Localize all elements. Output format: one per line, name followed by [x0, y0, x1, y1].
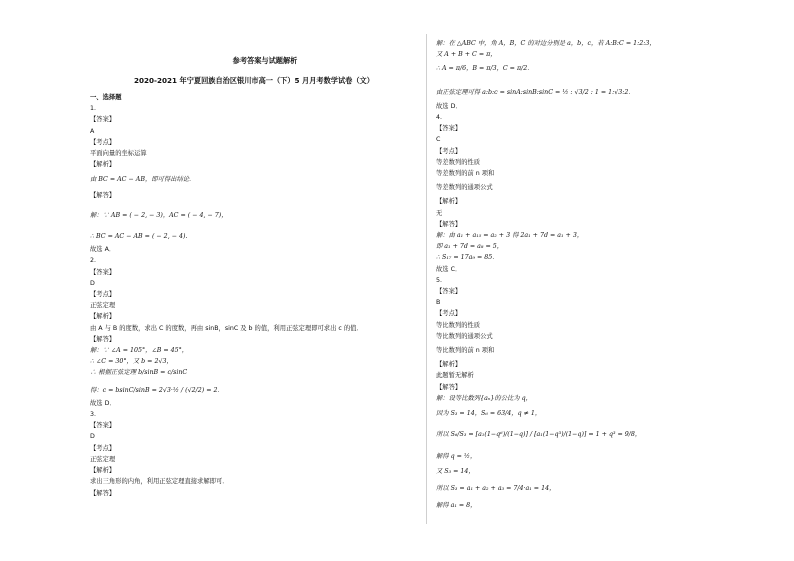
solution-text: 由正弦定理可得 a:b:c = sinA:sinB:sinC = ½ : √3/2 : 1 = 1:√3:2．: [436, 88, 635, 96]
solution-label: 【解答】: [90, 335, 116, 343]
answer-label: 【答案】: [436, 288, 462, 296]
answer-value: D: [90, 433, 95, 441]
solution-label: 【解答】: [436, 383, 462, 391]
answer-value: C: [436, 136, 441, 144]
analysis-text: 无: [436, 209, 443, 217]
topic-text: 等差数列的性质: [436, 158, 481, 166]
solution-text: 即 a₁ + 7d = a₈ = 5，: [436, 243, 504, 251]
solution-text: 所以 S₆/S₃ = [a₁(1−q⁶)/(1−q)] / [a₁(1−q³)/(1−q)] = 1 + q³ = 9/8，: [436, 431, 642, 439]
question-number: 4.: [436, 114, 443, 122]
solution-text: 解得 a₁ = 8，: [436, 502, 477, 510]
answer-label: 【答案】: [90, 116, 116, 124]
analysis-label: 【解析】: [436, 198, 462, 206]
question-number: 3.: [90, 411, 97, 419]
topic-label: 【考点】: [90, 291, 116, 299]
solution-text: 解：设等比数列{aₙ}的公比为 q，: [436, 394, 532, 402]
solution-label: 【解答】: [436, 220, 462, 228]
topic-label: 【考点】: [90, 138, 116, 146]
topic-text: 正弦定理: [90, 302, 116, 310]
solution-text: 解：∵ AB = ( − 2, − 3)，AC = ( − 4, − 7)，: [90, 211, 228, 219]
solution-text: 又 S₃ = 14，: [436, 467, 475, 475]
question-number: 1.: [90, 105, 97, 113]
topic-label: 【考点】: [436, 147, 462, 155]
analysis-text: 求出三角形的内角，利用正弦定理直接求解即可．: [90, 478, 229, 486]
solution-label: 【解答】: [90, 191, 116, 199]
conclusion-text: 故选 A．: [90, 246, 116, 254]
conclusion-text: 故选 D．: [90, 399, 116, 407]
analysis-label: 【解析】: [436, 361, 462, 369]
solution-text: 解：∵ ∠A = 105°，∠B = 45°，: [90, 347, 189, 355]
solution-text: 又 A + B + C = π，: [436, 51, 497, 59]
solution-text: 解：由 a₁ + a₁₅ = a₂ + 3 得 2a₁ + 7d = a₁ + 3，: [436, 232, 584, 240]
topic-text: 等比数列的性质: [436, 321, 481, 329]
solution-text: 因为 S₃ = 14，S₆ = 63/4，q ≠ 1，: [436, 410, 542, 418]
analysis-text: 由 BC = AC − AB，即可得出结论．: [90, 176, 196, 184]
conclusion-text: 故选 C．: [436, 265, 462, 273]
topic-text: 等差数列的前 n 项和: [436, 170, 495, 178]
topic-text: 等差数列的通项公式: [436, 184, 493, 192]
answer-label: 【答案】: [90, 422, 116, 430]
solution-text: 解：在 △ABC 中，角 A，B，C 的对边分别是 a，b，c，若 A:B:C = 1:2:3，: [436, 40, 656, 47]
question-number: 5.: [436, 276, 443, 284]
topic-text: 等比数列的前 n 项和: [436, 347, 495, 355]
solution-text: 所以 S₃ = a₁ + a₂ + a₃ = 7/4·a₁ = 14，: [436, 484, 556, 492]
solution-text: ∴ ∠C = 30°，又 b = 2√3，: [90, 358, 173, 366]
solution-text: ∴ A = π/6，B = π/3，C = π/2．: [436, 65, 534, 73]
answer-value: A: [90, 127, 95, 135]
analysis-label: 【解析】: [90, 467, 116, 475]
solution-text: ∴ BC = AC − AB = ( − 2, − 4).: [90, 233, 188, 241]
conclusion-text: 故选 D．: [436, 102, 462, 110]
analysis-label: 【解析】: [90, 161, 116, 169]
solution-text: ∴ S₁₇ = 17a₉ = 85．: [436, 254, 499, 262]
section-heading: 一、选择题: [90, 94, 122, 101]
right-column: [436, 38, 746, 511]
answer-label: 【答案】: [90, 268, 116, 276]
answer-value: B: [436, 299, 441, 307]
topic-label: 【考点】: [436, 310, 462, 318]
analysis-text: 由 A 与 B 的度数，求出 C 的度数，再由 sinB，sinC 及 b 的值，利用正弦定理即可求出 c 的值．: [90, 324, 363, 332]
solution-label: 【解答】: [90, 489, 116, 497]
topic-text: 等比数列的通项公式: [436, 332, 493, 340]
topic-text: 正弦定理: [90, 455, 116, 463]
topic-text: 平面向量的坐标运算: [90, 150, 147, 158]
solution-text: 得：c = bsinC/sinB = 2√3·½ / (√2/2) = 2．: [90, 386, 224, 394]
question-number: 2.: [90, 257, 97, 265]
answer-value: D: [90, 279, 95, 287]
answer-title: 参考答案与试题解析: [232, 56, 298, 65]
answer-label: 【答案】: [436, 125, 462, 133]
analysis-label: 【解析】: [90, 313, 116, 321]
solution-text: 解得 q = ½，: [436, 452, 477, 460]
solution-text: ∴ 根据正弦定理 b/sinB = c/sinC: [90, 369, 188, 377]
left-column: [90, 92, 418, 499]
analysis-text: 此题暂无解析: [436, 372, 474, 380]
topic-label: 【考点】: [90, 444, 116, 452]
column-divider: [426, 34, 427, 524]
exam-title: 2020-2021 年宁夏回族自治区银川市高一（下）5 月月考数学试卷（文）: [134, 76, 374, 85]
